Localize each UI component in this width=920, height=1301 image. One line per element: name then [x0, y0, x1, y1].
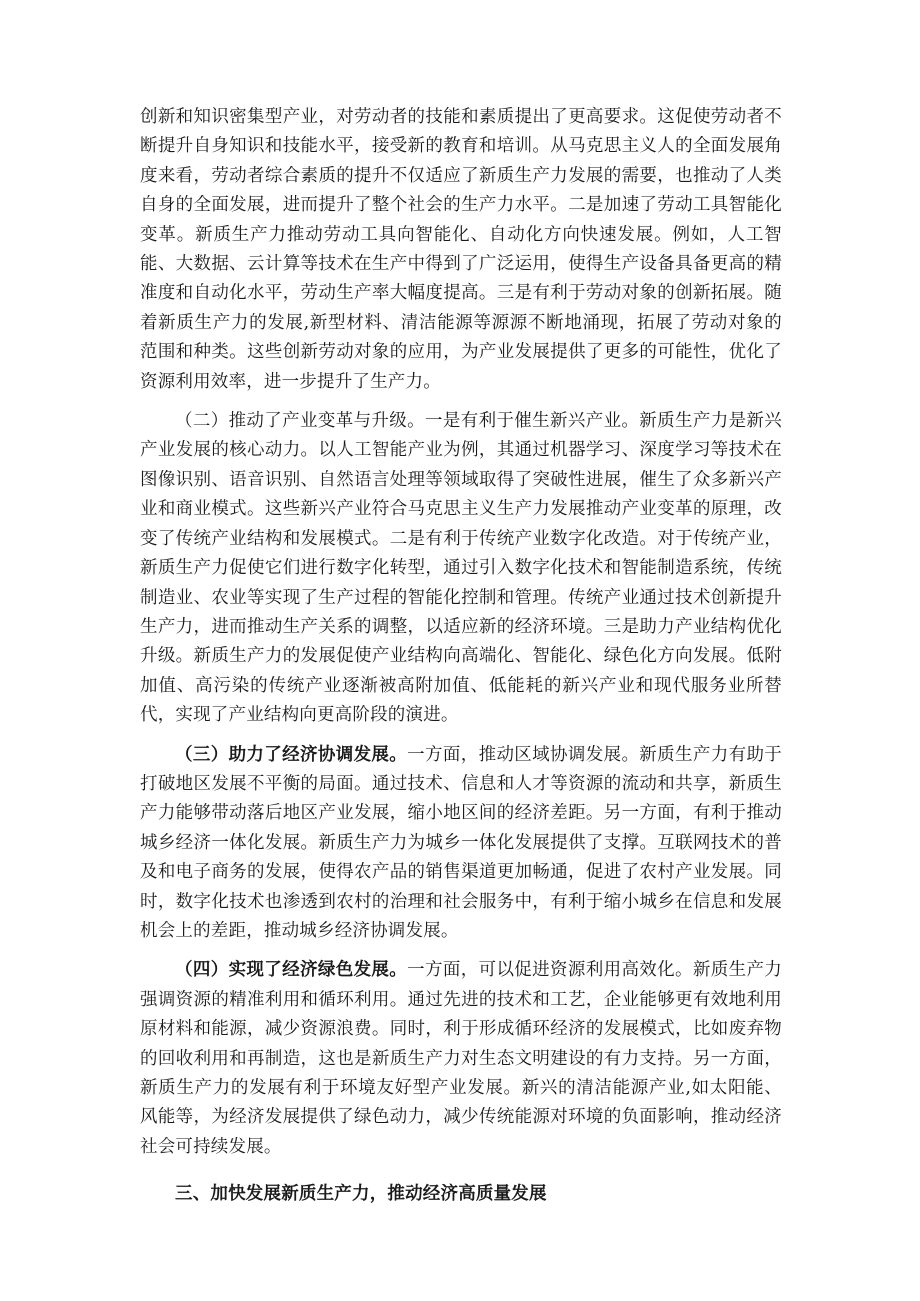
paragraph-industry-upgrade [140, 407, 782, 730]
paragraph-green-development [140, 956, 782, 1162]
paragraph-coordinated-development-text: 一方面，推动区域协调发展。新质生产力有助于打破地区发展不平衡的局面。通过技术、信息和人才等资源的流动和共享，新质生产力能够带动落后地区产业发展，缩小地区间的经济差距。另一方面，有利于推动城乡经济一体化发展。新质生产力为城乡一体化发展提供了支撑。互联网技术的普及和电子商务的发展，使得农产品的销售渠道更加畅通，促进了农村产业发展。同时，数字化技术也渗透到农村的治理和社会服务中，有利于缩小城乡在信息和发展机会上的差距，推动城乡经济协调发展。 [140, 744, 782, 941]
paragraph-green-development-heading: （四）实现了经济绿色发展。 [175, 960, 408, 981]
section-heading: 三、加快发展新质生产力，推动经济高质量发展 [175, 1184, 547, 1205]
paragraph-coordinated-development [140, 741, 782, 947]
document-page [140, 103, 782, 1210]
paragraph-labor-text: 创新和知识密集型产业，对劳动者的技能和素质提出了更高要求。这促使劳动者不断提升自身知识和技能水平，接受新的教育和培训。从马克思主义人的全面发展角度来看，劳动者综合素质的提升不仅适应了新质生产力发展的需要，也推动了人类自身的全面发展，进而提升了整个社会的生产力水平。二是加速了劳动工具智能化变革。新质生产力推动劳动工具向智能化、自动化方向快速发展。例如，人工智能、大数据、云计算等技术在生产中得到了广泛运用，使得生产设备具备更高的精准度和自动化水平，劳动生产率大幅度提高。三是有利于劳动对象的创新拓展。随着新质生产力的发展,新型材料、清洁能源等源源不断地涌现，拓展了劳动对象的范围和种类。这些创新劳动对象的应用，为产业发展提供了更多的可能性，优化了资源利用效率，进一步提升了生产力。 [140, 107, 782, 392]
paragraph-coordinated-development-heading: （三）助力了经济协调发展。 [175, 744, 408, 765]
paragraph-labor [140, 103, 782, 397]
paragraph-industry-upgrade-text: （二）推动了产业变革与升级。一是有利于催生新兴产业。新质生产力是新兴产业发展的核心动力。以人工智能产业为例，其通过机器学习、深度学习等技术在图像识别、语音识别、自然语言处理等领域取得了突破性进展，催生了众多新兴产业和商业模式。这些新兴产业符合马克思主义生产力发展推动产业变革的原理，改变了传统产业结构和发展模式。二是有利于传统产业数字化改造。对于传统产业，新质生产力促使它们进行数字化转型，通过引入数字化技术和智能制造系统，传统制造业、农业等实现了生产过程的智能化控制和管理。传统产业通过技术创新提升生产力，进而推动生产关系的调整，以适应新的经济环境。三是助力产业结构优化升级。新质生产力的发展促使产业结构向高端化、智能化、绿色化方向发展。低附加值、高污染的传统产业逐渐被高附加值、低能耗的新兴产业和现代服务业所替代，实现了产业结构向更高阶段的演进。 [140, 411, 782, 726]
paragraph-green-development-text: 一方面，可以促进资源利用高效化。新质生产力强调资源的精准利用和循环利用。通过先进的技术和工艺，企业能够更有效地利用原材料和能源，减少资源浪费。同时，利于形成循环经济的发展模式，比如废弃物的回收利用和再制造，这也是新质生产力对生态文明建设的有力支持。另一方面，新质生产力的发展有利于环境友好型产业发展。新兴的清洁能源产业,如太阳能、风能等，为经济发展提供了绿色动力，减少传统能源对环境的负面影响，推动经济社会可持续发展。 [140, 960, 782, 1157]
